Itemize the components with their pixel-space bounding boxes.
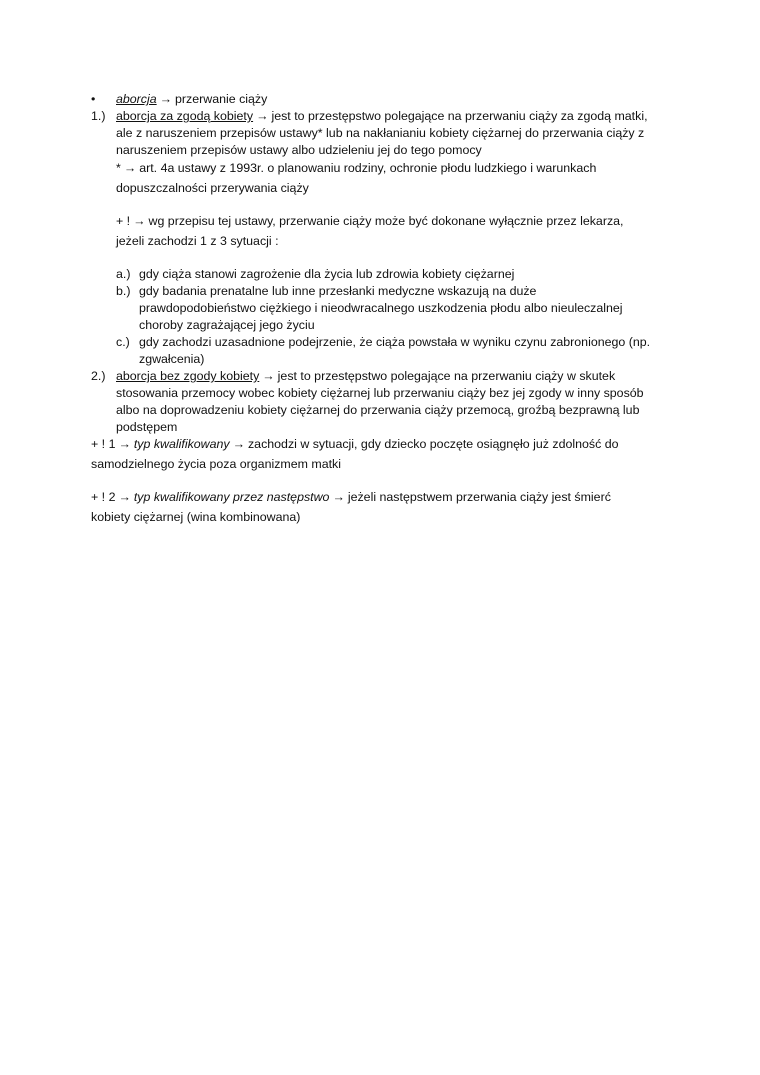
- extra2-line1: + ! 2 → typ kwalifikowany przez następstwo → jeżeli następstwem przerwania ciąży jest śmierć: [91, 490, 611, 504]
- sub-b-line2: prawdopodobieństwo ciężkiego i nieodwracalnego uszkodzenia płodu albo nieuleczalnej: [139, 301, 623, 315]
- extra1-line2: samodzielnego życia poza organizmem matki: [91, 457, 341, 471]
- arrow-icon: →: [232, 437, 245, 451]
- intro-term: aborcja: [116, 92, 157, 106]
- item1-footnote-line2: dopuszczalności przerywania ciąży: [116, 181, 309, 195]
- item1-note-line2: jeżeli zachodzi 1 z 3 sytuacji :: [116, 234, 279, 248]
- item1-note-line1: + ! → wg przepisu tej ustawy, przerwanie ciąży może być dokonane wyłącznie przez lekarza,: [116, 214, 624, 228]
- note-prefix: + !: [116, 214, 131, 228]
- item2-line1: aborcja bez zgody kobiety → jest to przestępstwo polegające na przerwaniu ciąży w skutek: [116, 369, 616, 383]
- item1-term: aborcja za zgodą kobiety: [116, 109, 254, 123]
- extra2-prefix: + ! 2: [91, 490, 116, 504]
- item2-line3: albo na doprowadzeniu kobiety ciężarnej do przerwania ciąży przemocą, groźbą bezprawną lub: [116, 403, 640, 417]
- bullet: •: [91, 92, 96, 106]
- item2-line4: podstępem: [116, 420, 178, 434]
- arrow-icon: →: [262, 369, 275, 383]
- item1-marker: 1.): [91, 109, 106, 123]
- arrow-icon: →: [256, 109, 269, 123]
- arrow-icon: →: [133, 214, 146, 228]
- arrow-icon: →: [332, 490, 345, 504]
- sub-b-line1: gdy badania prenatalne lub inne przesłanki medyczne wskazują na duże: [139, 284, 537, 298]
- item2-line2: stosowania przemocy wobec kobiety ciężarnej lub przerwaniu ciąży bez jej zgody w inny sposób: [116, 386, 644, 400]
- item1-footnote-line1: * → art. 4a ustawy z 1993r. o planowaniu rodziny, ochronie płodu ludzkiego i warunkach: [116, 161, 597, 175]
- extra2-line2: kobiety ciężarnej (wina kombinowana): [91, 510, 301, 524]
- intro-line: [116, 91, 267, 108]
- arrow-icon: →: [159, 92, 173, 106]
- sub-c-line1: gdy zachodzi uzasadnione podejrzenie, że ciąża powstała w wyniku czynu zabronionego (np.: [139, 335, 651, 349]
- sub-a-line1: gdy ciąża stanowi zagrożenie dla życia lub zdrowia kobiety ciężarnej: [139, 267, 515, 281]
- item2-term: aborcja bez zgody kobiety: [116, 369, 260, 383]
- sub-c-marker: c.): [116, 335, 130, 349]
- extra1-term: typ kwalifikowany: [133, 437, 230, 451]
- sub-b-marker: b.): [116, 284, 131, 298]
- sub-b-line3: choroby zagrażającej jego życiu: [139, 318, 315, 332]
- extra2-term: typ kwalifikowany przez następstwo: [133, 490, 330, 504]
- extra1-line1: + ! 1 → typ kwalifikowany → zachodzi w sytuacji, gdy dziecko poczęte osiągnęło już zdolność do: [91, 437, 619, 451]
- item1-line2: ale z naruszeniem przepisów ustawy* lub na nakłanianiu kobiety ciężarnej do przerwania ciąży z: [116, 126, 645, 140]
- item2-marker: 2.): [91, 369, 106, 383]
- arrow-icon: →: [118, 490, 131, 504]
- extra1-prefix: + ! 1: [91, 437, 116, 451]
- sub-c-line2: zgwałcenia): [139, 352, 205, 366]
- intro-rest: przerwanie ciąży: [175, 92, 268, 106]
- arrow-icon: →: [123, 161, 137, 175]
- sub-a-marker: a.): [116, 267, 131, 281]
- item1-line3: naruszeniem przepisów ustawy albo udzieleniu jej do tego pomocy: [116, 143, 482, 157]
- item1-line1: aborcja za zgodą kobiety → jest to przestępstwo polegające na przerwaniu ciąży za zgodą matki,: [116, 109, 648, 123]
- footnote-star: *: [116, 161, 121, 175]
- arrow-icon: →: [118, 437, 131, 451]
